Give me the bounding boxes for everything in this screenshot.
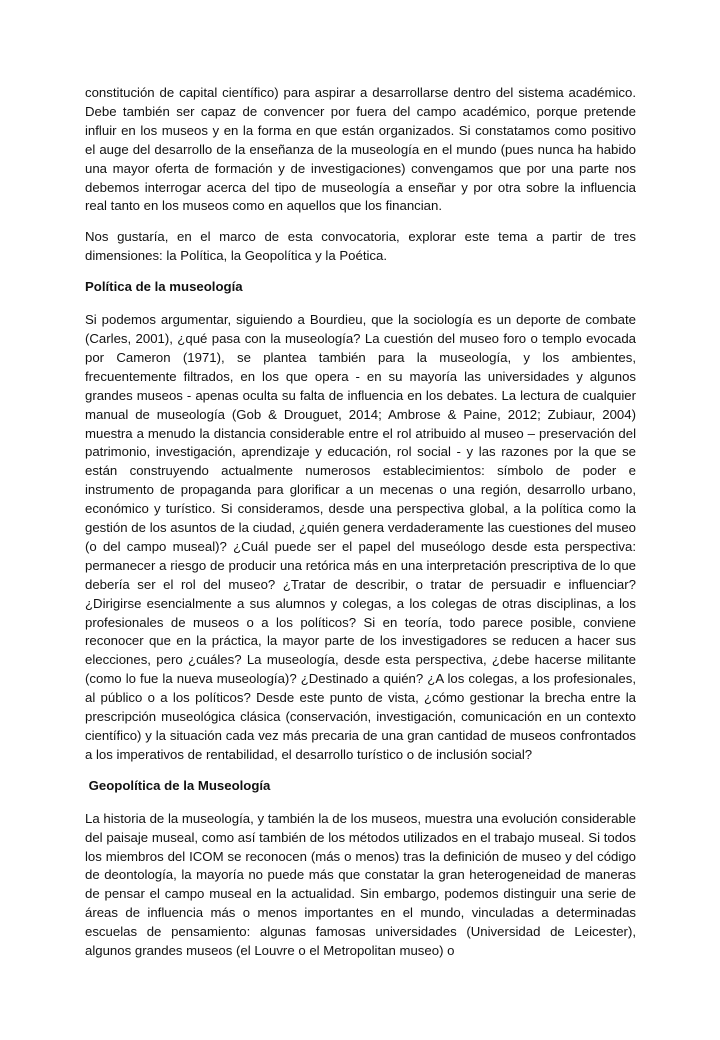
paragraph-geopolitica: La historia de la museología, y también la de los museos, muestra una evolución considerable del paisaje museal, como así también de los métodos utilizados en el trabajo museal. Si todos los miembros del ICOM se reconocen (más o menos) tras la definición de museo y del código de deontología, la mayoría no puede más que constatar la gran heterogeneidad de maneras de pensar el campo museal en la actualidad. Sin embargo, podemos distinguir una serie de áreas de influencia más o menos importantes en el mundo, vinculadas a determinadas escuelas de pensamiento: algunas famosas universidades (Universidad de Leicester), algunos grandes museos (el Louvre o el Metropolitan museo) o <box>85 810 636 959</box>
paragraph-intro: constitución de capital científico) para aspirar a desarrollarse dentro del sistema académico. Debe también ser capaz de convencer por fuera del campo académico, porque pretende influir en los museos y en la forma en que están organizados. Si constatamos como positivo el auge del desarrollo de la enseñanza de la museología en el mundo (pues nunca ha habido una mayor oferta de formación y de investigaciones) convengamos que por una parte nos debemos interrogar acerca del tipo de museología a enseñar y por otra sobre la influencia real tanto en los museos como en aquellos que los financian. <box>85 85 636 214</box>
heading-politica: Política de la museología <box>85 279 243 295</box>
paragraph-politica: Si podemos argumentar, siguiendo a Bourdieu, que la sociología es un deporte de combate (Carles, 2001), ¿qué pasa con la museología? La cuestión del museo foro o templo evocada por Cameron (1971), se plantea también para la museología, y los ambientes, frecuentemente filtrados, en los que opera - en su mayoría las universidades y algunos grandes museos - apenas oculta su falta de influencia en los debates. La lectura de cualquier manual de museología (Gob & Drouguet, 2014; Ambrose & Paine, 2012; Zubiaur, 2004) muestra a menudo la distancia considerable entre el rol atribuido al museo – preservación del patrimonio, investigación, aprendizaje y educación, rol social - y las razones por la que se están construyendo actualmente numerosos establecimientos: símbolo de poder e instrumento de propaganda para glorificar a un mecenas o una región, desarrollo urbano, económico y turístico. Si consideramos, desde una perspectiva global, a la política como la gestión de los asuntos de la ciudad, ¿quién genera verdaderamente las cuestiones del museo (o del campo museal)? ¿Cuál puede ser el papel del museólogo desde esta perspectiva: permanecer a riesgo de producir una retórica más en una interpretación prescriptiva de lo que debería ser el rol del museo? ¿Tratar de describir, o tratar de persuadir e influenciar? ¿Dirigirse esencialmente a sus alumnos y colegas, a los colegas de otras disciplinas, a los profesionales de museos o a los políticos? Si en teoría, todo parece posible, conviene reconocer que en la práctica, la mayor parte de los investigadores se reducen a hacer sus elecciones, pero ¿cuáles? La museología, desde esta perspectiva, ¿debe hacerse militante (como lo fue la nueva museología)? ¿Destinado a quién? ¿A los colegas, a los profesionales, al público o a los políticos? Desde este punto de vista, ¿cómo gestionar la brecha entre la prescripción museológica clásica (conservación, investigación, comunicación en un contexto científico) y la situación cada vez más precaria de una gran cantidad de museos confrontados a los imperativos de rentabilidad, el desarrollo turístico o de inclusión social? <box>85 312 636 762</box>
document-page <box>85 84 636 961</box>
paragraph-dimensions: Nos gustaría, en el marco de esta convocatoria, explorar este tema a partir de tres dimensiones: la Política, la Geopolítica y la Poética. <box>85 229 636 264</box>
heading-geopolitica: Geopolítica de la Museología <box>85 777 271 793</box>
